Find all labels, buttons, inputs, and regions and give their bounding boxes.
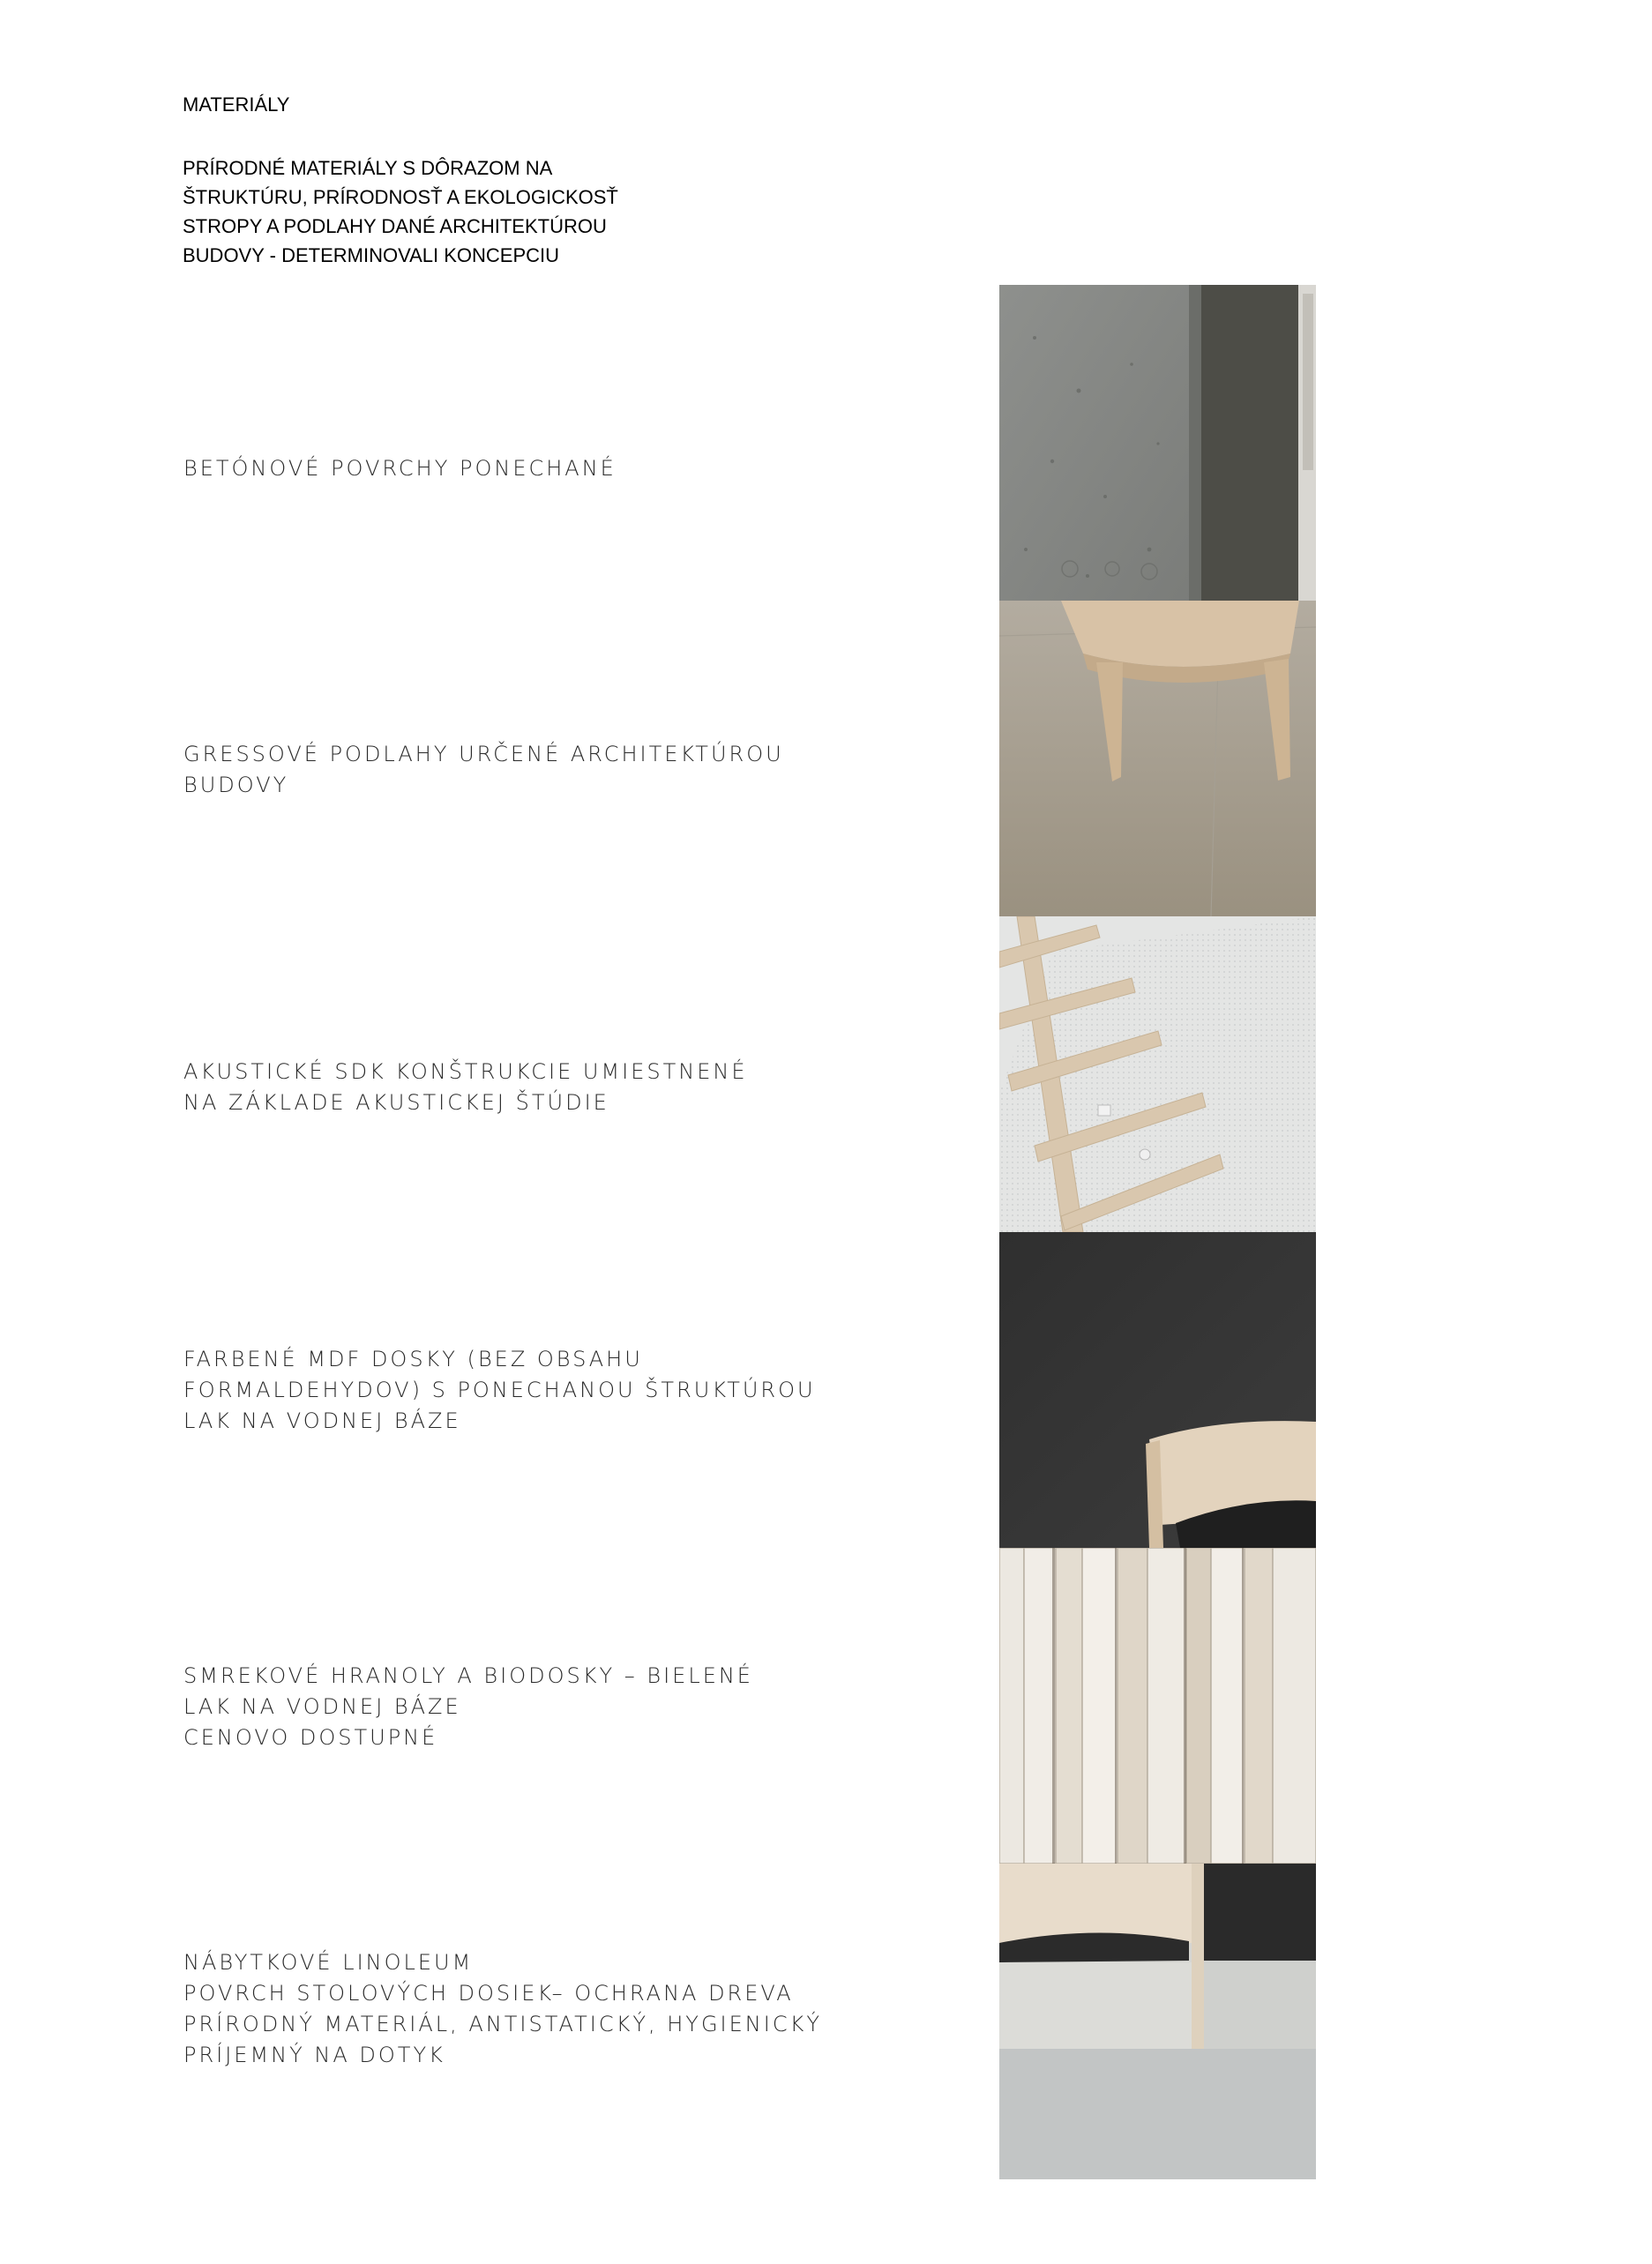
caption-line: BUDOVY bbox=[183, 773, 289, 797]
caption-line: PRÍRODNÝ MATERIÁL, ANTISTATICKÝ, HYGIENICKÝ bbox=[183, 2012, 822, 2036]
linoleum-table-photo bbox=[999, 1864, 1316, 2179]
material-caption-spruce bbox=[183, 1661, 854, 1753]
caption-line: FARBENÉ MDF DOSKY (BEZ OBSAHU bbox=[183, 1347, 643, 1371]
caption-line: FORMALDEHYDOV) S PONECHANOU ŠTRUKTÚROU bbox=[183, 1378, 816, 1402]
chair-on-gres-floor-photo bbox=[999, 601, 1316, 916]
caption-line: POVRCH STOLOVÝCH DOSIEK– OCHRANA DREVA bbox=[183, 1981, 794, 2006]
material-caption-acoustic bbox=[183, 1057, 854, 1118]
concrete-wall-photo bbox=[999, 285, 1316, 601]
caption-line: CENOVO DOSTUPNÉ bbox=[183, 1725, 438, 1750]
material-caption-gres-floor bbox=[183, 739, 854, 801]
intro-line: STROPY A PODLAHY DANÉ ARCHITEKTÚROU bbox=[183, 215, 607, 237]
caption-line: NA ZÁKLADE AKUSTICKEJ ŠTÚDIE bbox=[183, 1090, 609, 1115]
caption-line: LAK NA VODNEJ BÁZE bbox=[183, 1408, 461, 1433]
caption-line: SMREKOVÉ HRANOLY A BIODOSKY – BIELENÉ bbox=[183, 1663, 753, 1688]
intro-line: PRÍRODNÉ MATERIÁLY S DÔRAZOM NA bbox=[183, 157, 553, 179]
painted-mdf-chair-photo bbox=[999, 1232, 1316, 1548]
intro-line: ŠTRUKTÚRU, PRÍRODNOSŤ A EKOLOGICKOSŤ bbox=[183, 186, 618, 208]
caption-line: NÁBYTKOVÉ LINOLEUM bbox=[183, 1950, 474, 1975]
acoustic-ceiling-photo bbox=[999, 916, 1316, 1232]
caption-line: LAK NA VODNEJ BÁZE bbox=[183, 1694, 461, 1719]
intro-text bbox=[183, 153, 800, 270]
page-title: MATERIÁLY bbox=[183, 93, 290, 116]
caption-line: PRÍJEMNÝ NA DOTYK bbox=[183, 2043, 445, 2067]
page-header bbox=[183, 92, 800, 270]
material-caption-linoleum bbox=[183, 1947, 854, 2071]
caption-line: GRESSOVÉ PODLAHY URČENÉ ARCHITEKTÚROU bbox=[183, 742, 784, 766]
material-caption-mdf bbox=[183, 1344, 854, 1437]
material-caption-concrete bbox=[183, 453, 854, 484]
spruce-beams-photo bbox=[999, 1548, 1316, 1864]
caption-line: BETÓNOVÉ POVRCHY PONECHANÉ bbox=[183, 456, 617, 481]
intro-line: BUDOVY - DETERMINOVALI KONCEPCIU bbox=[183, 244, 560, 266]
caption-line: AKUSTICKÉ SDK KONŠTRUKCIE UMIESTNENÉ bbox=[183, 1059, 748, 1084]
